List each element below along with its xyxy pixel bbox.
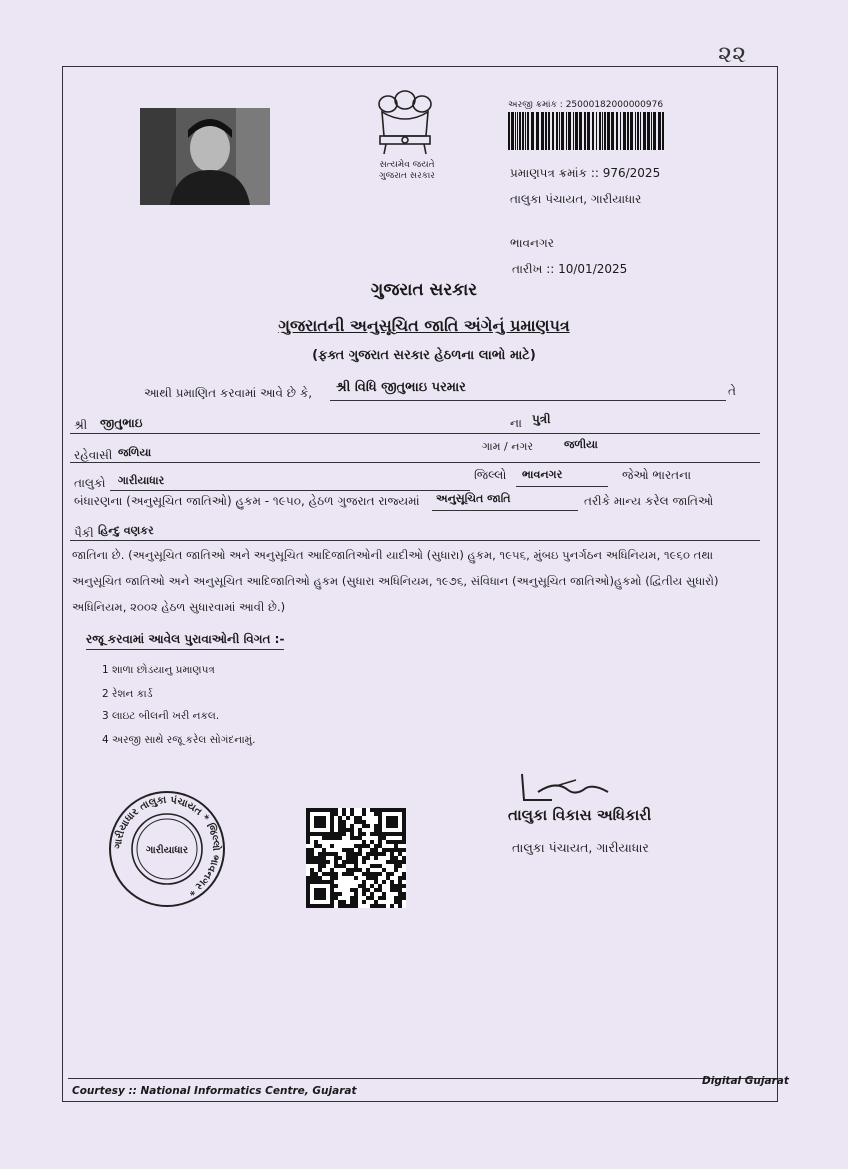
district-underline <box>516 486 608 487</box>
among-label: પૈકી <box>74 526 94 540</box>
taluka-label: તાલુકો <box>74 476 106 490</box>
relation: પુત્રી <box>532 412 551 426</box>
father-name: જીતુભાઇ <box>100 416 143 430</box>
certificate-subtitle: (ફક્ત ગુજરાત સરકાર હેઠળના લાભો માટે) <box>312 348 536 363</box>
evidence-item: 4 અરજી સાથે રજૂ કરેલ સોગંદનામું. <box>102 734 256 746</box>
official-seal-icon <box>108 790 226 908</box>
certificate-date: તારીખ :: 10/01/2025 <box>512 262 628 276</box>
evidence-title: રજૂ કરવામાં આવેલ પુરાવાઓની વિગત :- <box>86 632 284 650</box>
taluka-value: ગારીયાધાર <box>118 474 165 487</box>
signature-icon <box>516 770 616 810</box>
certificate-title: ગુજરાતની અનુસૂચિત જાતિ અંગેનું પ્રમાણપત્ર <box>278 316 570 335</box>
evidence-item: 3 લાઇટ બીલની ખરી નકલ. <box>102 710 220 722</box>
officer-title: તાલુકા વિકાસ અધિકારી <box>508 806 652 824</box>
residence-value: જળિયા <box>118 446 152 459</box>
caste-value: હિન્દુ વણકર <box>98 524 154 537</box>
emblem-caption <box>362 160 452 182</box>
district-label: જિલ્લો <box>474 468 507 482</box>
footer-rule <box>68 1078 778 1079</box>
caste-underline <box>70 540 760 541</box>
village-value: જળીયા <box>564 438 598 451</box>
name-underline <box>330 400 726 401</box>
officer-office: તાલુકા પંચાયત, ગારીયાધાર <box>512 840 649 855</box>
village-label: ગામ / નગર <box>482 440 534 453</box>
taluka-underline <box>110 490 470 491</box>
certify-label: આથી પ્રમાણિત કરવામાં આવે છે કે, <box>144 386 313 400</box>
shri-label: શ્રી <box>74 418 88 432</box>
paragraph-line-1: જાતિના છે. (અનુસૂચિત જાતિઓ અને અનુસૂચિત આદિજાતિઓની યાદીઓ (સુધારા) હુકમ, ૧૯૫૬, મુંબઇ પુનર્ગઠન અધિનિયમ, ૧૯૬૦ તથા <box>72 548 714 562</box>
district-value: ભાવનગર <box>522 468 563 481</box>
svg-text:ગારીયાધાર તાલુકા પંચાયત * જિલ્: ગારીયાધાર તાલુકા પંચાયત * જિલ્લો ભાવનગર * <box>112 794 222 898</box>
government-title: ગુજરાત સરકાર <box>370 280 478 300</box>
application-number: અરજી ક્રમાંક : 25000182000000976 <box>508 100 664 110</box>
emblem-motto: સત્યમેવ જયતે <box>379 160 435 170</box>
paragraph-line-2: અનુસૂચિત જાતિઓ અને અનુસૂચિત આદિજાતિઓ હુકમ (સુધારા અધિનિયમ, ૧૯૭૬, સંવિધાન (અનુસૂચિત જાતિઓ)હુકમો (દ્વિતીય સુધારો) <box>72 574 719 588</box>
certificate-district: ભાવનગર <box>510 236 554 250</box>
evidence-item: 2 રેશન કાર્ડ <box>102 688 153 700</box>
paragraph-line-3: અધિનિયમ, ૨૦૦૨ હેઠળ સુધારવામાં આવી છે.) <box>72 600 286 614</box>
line3-rule <box>70 462 760 463</box>
line2-rule <box>70 433 760 434</box>
recognized-text: તરીકે માન્ય કરેલ જાતિઓ <box>584 494 714 508</box>
legal-paragraph <box>72 542 772 620</box>
applicant-photo <box>140 108 270 205</box>
evidence-item: 1 શાળા છોડયાનુ પ્રમાણપત્ર <box>102 664 215 676</box>
applicant-name: શ્રી વિધિ જીતુભાઇ પરમાર <box>336 380 466 395</box>
who-india-label: જેઓ ભારતના <box>622 468 692 482</box>
footer-courtesy: Courtesy :: National Informatics Centre, Gujarat <box>72 1085 357 1097</box>
qr-code-icon <box>306 808 406 908</box>
page-number: ૨૨ <box>718 40 747 68</box>
na-label: ના <box>510 416 522 430</box>
certificate-number: પ્રમાણપત્ર ક્રમાંક :: 976/2025 <box>510 166 661 180</box>
constitution-text: બંધારણના (અનુસૂચિત જાતિઓ) હુકમ - ૧૯૫૦, હેઠળ ગુજરાત રાજ્યમાં <box>74 494 420 508</box>
category-underline <box>432 510 578 511</box>
footer-digital-gujarat: Digital Gujarat <box>702 1075 789 1087</box>
barcode-icon <box>508 112 664 150</box>
emblem-government: ગુજરાત સરકાર <box>379 171 435 181</box>
residence-label: રહેવાસી <box>74 448 113 462</box>
svg-text:ગારીયાધાર: ગારીયાધાર <box>145 845 189 856</box>
category-value: અનુસૂચિત જાતિ <box>436 492 511 505</box>
certificate-office: તાલુકા પંચાયત, ગારીયાધાર <box>510 192 642 206</box>
te-label: તે <box>728 384 736 398</box>
